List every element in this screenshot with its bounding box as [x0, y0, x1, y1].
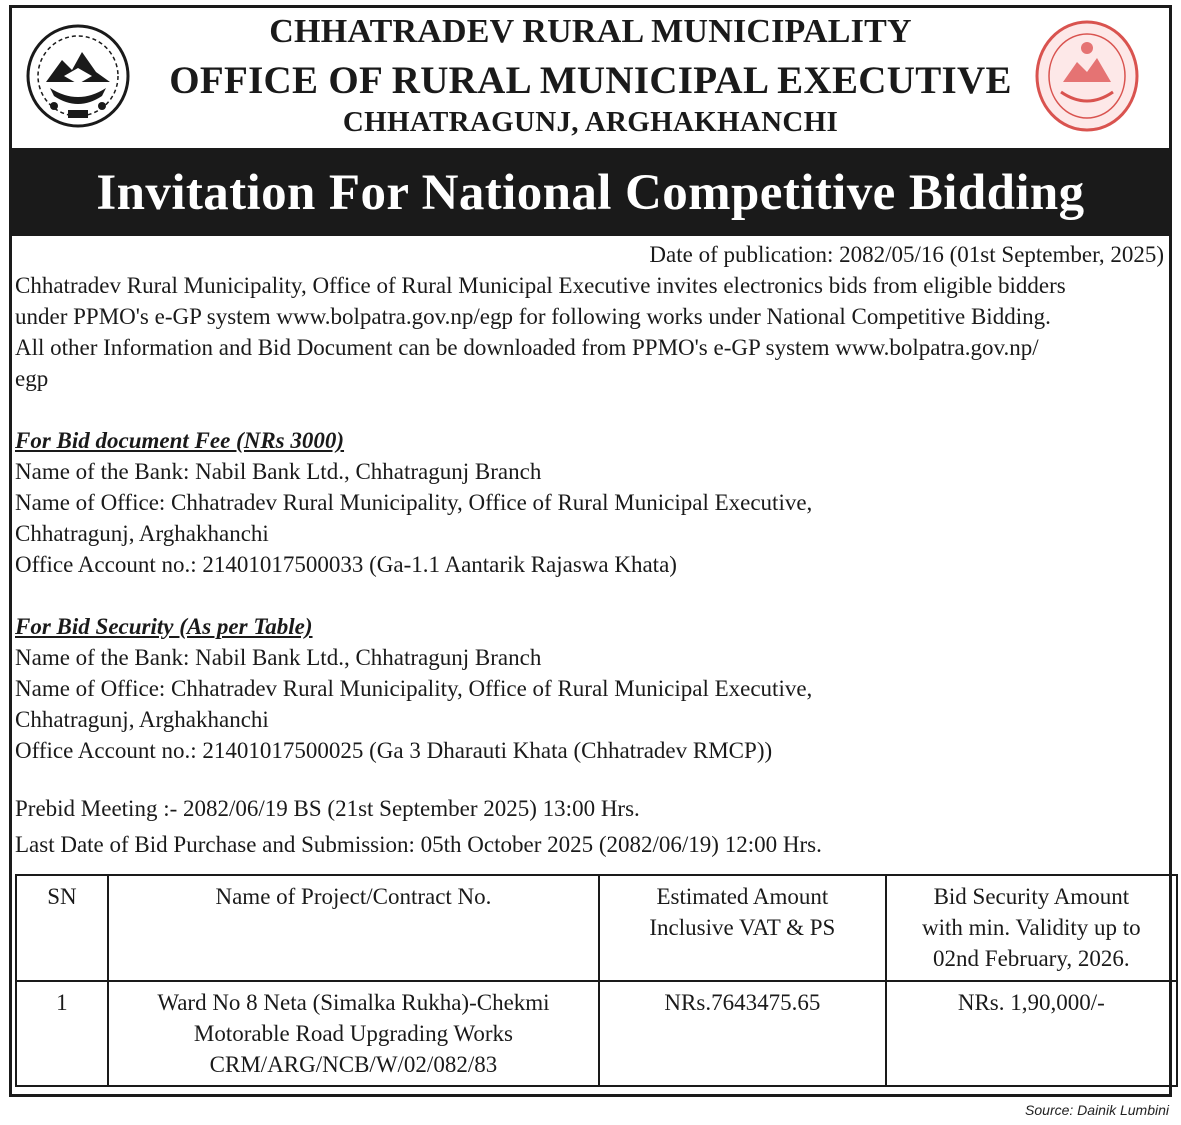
prebid-meeting: Prebid Meeting :- 2082/06/19 BS (21st September 2025) 13:00 Hrs.	[15, 796, 640, 821]
col-header-project: Name of Project/Contract No.	[108, 875, 599, 981]
office-name: OFFICE OF RURAL MUNICIPAL EXECUTIVE	[169, 59, 1012, 102]
bid-security-bank: Name of the Bank: Nabil Bank Ltd., Chhatragunj Branch	[15, 645, 542, 670]
bid-table	[15, 874, 1178, 1087]
col-header-security: Bid Security Amount with min. Validity up to 02nd February, 2026.	[886, 875, 1177, 981]
table-header-row	[16, 875, 1177, 981]
municipality-name: CHHATRADEV RURAL MUNICIPALITY	[269, 13, 912, 50]
bid-security-office: Name of Office: Chhatradev Rural Municipality, Office of Rural Municipal Executive,	[15, 676, 813, 701]
office-location: CHHATRAGUNJ, ARGHAKHANCHI	[342, 106, 839, 138]
notice-frame	[9, 5, 1172, 1097]
bid-fee-account: Office Account no.: 21401017500033 (Ga-1.1 Aantarik Rajaswa Khata)	[15, 552, 677, 577]
bid-security-office-location: Chhatragunj, Arghakhanchi	[15, 707, 269, 732]
intro-line: under PPMO's e-GP system www.bolpatra.gov.np/egp for following works under National Competitive Bidding.	[15, 304, 1051, 329]
bid-security-account: Office Account no.: 21401017500025 (Ga 3 Dharauti Khata (Chhatradev RMCP))	[15, 738, 773, 763]
source-credit: Source: Dainik Lumbini	[1025, 1102, 1169, 1118]
table-row	[16, 981, 1177, 1086]
bid-fee-heading: For Bid document Fee (NRs 3000)	[15, 428, 345, 453]
notice-header	[12, 8, 1169, 151]
intro-line: egp	[15, 366, 49, 391]
col-header-estimate: Estimated Amount Inclusive VAT & PS	[599, 875, 886, 981]
bid-fee-office: Name of Office: Chhatradev Rural Municipality, Office of Rural Municipal Executive,	[15, 490, 813, 515]
notice-title-banner: Invitation For National Competitive Bidding	[12, 151, 1169, 236]
last-submission-date: Last Date of Bid Purchase and Submission: 05th October 2025 (2082/06/19) 12:00 Hrs.	[15, 832, 822, 857]
cell-project: Ward No 8 Neta (Simalka Rukha)-Chekmi Motorable Road Upgrading Works CRM/ARG/NCB/W/02/082/83	[108, 981, 599, 1086]
bid-fee-bank: Name of the Bank: Nabil Bank Ltd., Chhatragunj Branch	[15, 459, 542, 484]
municipality-seal-icon	[1033, 18, 1141, 134]
notice-body	[15, 239, 1166, 860]
publication-date: Date of publication: 2082/05/16 (01st September, 2025)	[649, 242, 1164, 267]
cell-estimate: NRs.7643475.65	[599, 981, 886, 1086]
intro-line: All other Information and Bid Document can be downloaded from PPMO's e-GP system www.bolpatra.gov.np/	[15, 335, 1039, 360]
cell-security: NRs. 1,90,000/-	[886, 981, 1177, 1086]
bid-fee-office-location: Chhatragunj, Arghakhanchi	[15, 521, 269, 546]
col-header-sn: SN	[16, 875, 108, 981]
intro-line: Chhatradev Rural Municipality, Office of Rural Municipal Executive invites electronics bids from eligible bidders	[15, 273, 1066, 298]
bid-security-heading: For Bid Security (As per Table)	[15, 614, 313, 639]
cell-sn: 1	[16, 981, 108, 1086]
